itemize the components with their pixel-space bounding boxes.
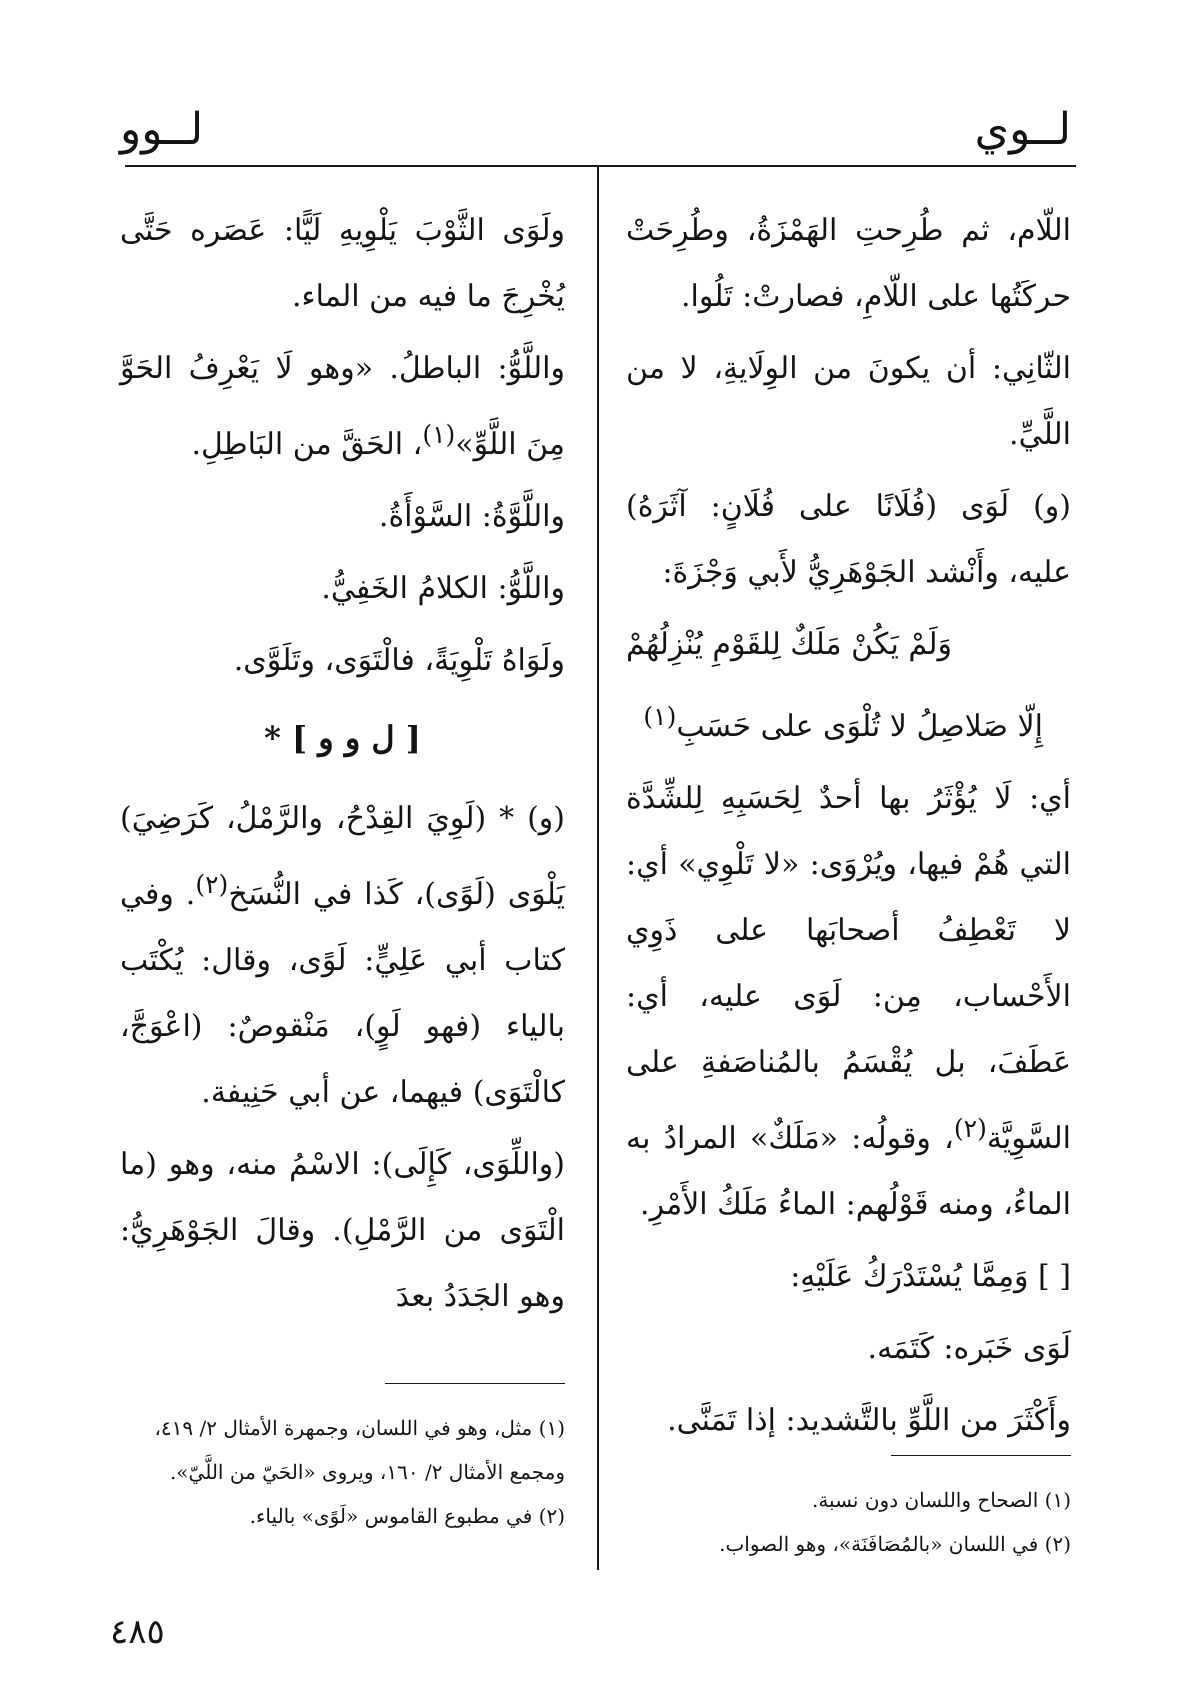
verse-text: إِلّا صَلاصِلُ لا تُلْوَى على حَسَبِ	[676, 709, 1043, 744]
paragraph: اللّام، ثم طُرِحتِ الهَمْزَةُ، وطُرِحَتْ حركَتُها على اللّامِ، فصارتْ: تَلُوا.	[626, 213, 1071, 314]
paragraph: واللَّوَّةُ: السَّوْأَةُ.	[378, 499, 565, 534]
paragraph: الثّانِي: أن يكونَ من الوِلَايةِ، لا من اللَّيِّ.	[626, 351, 1071, 452]
paragraph: ولَوَاهُ تَلْوِيَةً، فالْتَوَى، وتَلَوَّى.	[233, 643, 565, 678]
paragraph: وأَكْثَرَ من اللَّوِّ بالتَّشديد: إذا تَمَنَّى.	[667, 1403, 1071, 1438]
paragraph: لَوَى خَبَره: كَتَمَه.	[867, 1331, 1071, 1366]
paragraph-text: واللَّوُّ: الباطلُ. «وهو لَا يَعْرِفُ الحَوَّ مِنَ اللَّوِّ»	[120, 351, 565, 462]
footnote-rule	[891, 1455, 1071, 1456]
paragraph	[626, 766, 1071, 1238]
footnote: (٢) في مطبوع القاموس «لَوًى» بالياء.	[249, 1504, 565, 1528]
paragraph: (و) لَوَى (فُلَانًا على فُلَانٍ: آثَرَهُ) عليه، وأَنْشد الجَوْهَرِيُّ لأَبي وَجْزَةَ:	[626, 489, 1071, 590]
right-column-text-continued	[626, 766, 1071, 1454]
footnote-ref: (٢)	[195, 870, 229, 899]
paragraph: [ ] وَمِمَّا يُسْتَدْرَكُ عَلَيْهِ:	[790, 1259, 1071, 1294]
left-column-text-continued	[120, 786, 565, 1330]
right-column	[626, 198, 1071, 1460]
verse-line-2	[626, 684, 1071, 760]
paragraph-text: . وفي كتاب أبي عَلِيٍّ: لَوًى، وقال: يُكْتَب بالياء (فهو لَوٍ)، مَنْقوصٌ: (اعْوَجَّ، كالْتَوَى) فيهما، عن أبي حَنِيفة.	[120, 877, 565, 1110]
left-column	[120, 198, 565, 1336]
paragraph-text: أي: لَا يُؤْثَرُ بها أحدٌ لِحَسَبِهِ لِلشِّدَّة التي هُمْ فيها، ويُرْوَى: «لا تَلْوِي» أي: لا تَعْطِفُ أصحابَها على ذَوِي الأَحْساب، مِن: لَوَى عليه، أي: عَطَفَ، بل يُقْسَمُ بالمُناصَفةِ على السَّوِيَّة	[626, 781, 1071, 1156]
paragraph	[120, 786, 565, 1126]
paragraph	[120, 336, 565, 478]
header-rule	[125, 165, 1076, 167]
column-divider	[597, 165, 599, 1570]
paragraph-text: ، الحَقَّ من البَاطِلِ.	[191, 427, 423, 462]
footnote-ref: (٢)	[953, 1114, 987, 1143]
footnote-rule	[385, 1383, 565, 1384]
footnote-ref: (١)	[643, 702, 677, 731]
right-column-text	[626, 198, 1071, 606]
footnote-ref: (١)	[422, 420, 456, 449]
right-footnotes	[626, 1455, 1071, 1566]
paragraph-text: (و) * (لَوِيَ القِدْحُ، والرَّمْلُ، كَرَضِيَ) يَلْوَى (لَوًى)، كَذا في النُّسَخ	[120, 801, 566, 912]
running-head-right: لــوي	[974, 104, 1071, 155]
entry-heading: [ ل و و ] *	[264, 719, 421, 757]
footnote: (١) الصحاح واللسان دون نسبة.	[811, 1488, 1071, 1512]
paragraph: ولَوَى الثَّوْبَ يَلْوِيهِ لَيًّا: عَصَره حَتَّى يُخْرِجَ ما فيه من الماء.	[120, 213, 565, 314]
left-footnotes	[120, 1383, 565, 1538]
footnote: (٢) في اللسان «بالمُصَافَنَة»، وهو الصواب.	[719, 1532, 1071, 1556]
running-head-left: لــوو	[120, 104, 204, 155]
footnote: (١) مثل، وهو في اللسان، وجمهرة الأمثال ٢/ ٤١٩، ومجمع الأمثال ٢/ ١٦٠، ويروى «الحَيّ من اللَّيّ».	[154, 1416, 565, 1484]
paragraph-text: ، وقولُه: «مَلَكٌ» المرادُ به الماءُ، ومنه قَوْلُهم: الماءُ مَلَكُ الأَمْرِ.	[626, 1121, 1071, 1222]
paragraph: واللَّوُّ: الكلامُ الخَفِيُّ.	[321, 571, 565, 606]
paragraph: (واللِّوَى، كَإِلَى): الاسْمُ منه، وهو (ما الْتَوَى من الرَّمْلِ). وقالَ الجَوْهَرِيُّ: وهو الجَدَدُ بعدَ	[120, 1147, 565, 1314]
page-number: ٤٨٥	[110, 1612, 165, 1652]
left-column-text	[120, 198, 565, 694]
verse-line-1: وَلَمْ يَكُنْ مَلَكٌ لِلقَوْمِ يُنْزِلُهُمْ	[626, 627, 952, 662]
